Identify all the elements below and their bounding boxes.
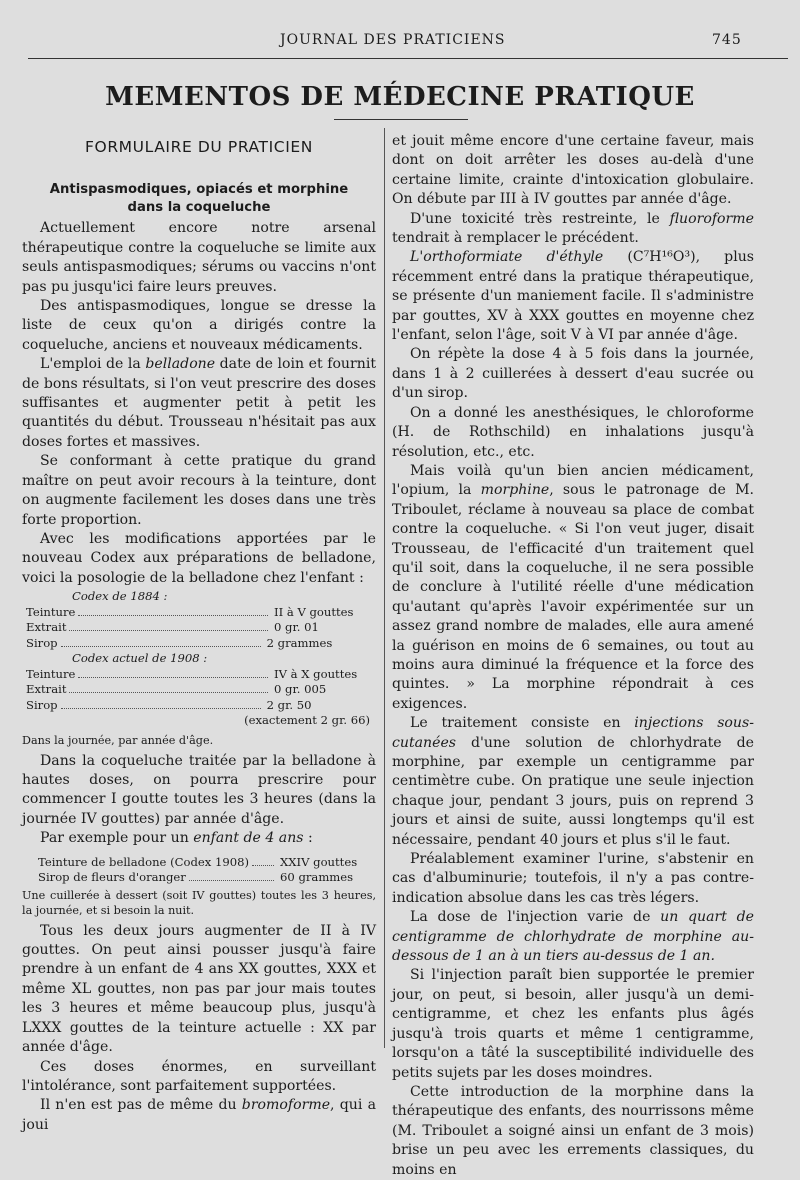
dose-name: Extrait [26,682,67,697]
text: D'une toxicité très restreinte, le [410,210,670,227]
title-rule [334,119,468,120]
emphasis: morphine [480,482,550,499]
codex-title: Codex de 1884 : [72,589,168,604]
emphasis: fluoroforme [669,210,754,227]
dose-value: 0 gr. 005 [274,682,327,697]
emphasis: un quart de centigramme de chlorhydrate de morphine au-dessous de 1 an à un tiers au-dessus de 1 an. [392,909,754,965]
header-rule [28,58,788,59]
subsection-line-1: Antispasmodiques, opiacés et morphine [49,182,349,198]
text: d'une solution de chlorhydrate de morphine, par exemple un centigramme par centimètre cube. On pratique une seule injection chaque jour, pendant 3 jours, puis on reprend 3 jours et ainsi de suite, aussi longtemps qu'il est nécessaire, pendant 40 jours et plus s'il le faut. [392,734,754,848]
paragraph [392,248,754,345]
dose-name: Teinture [26,604,76,619]
paragraph: Préalablement examiner l'urine, s'abstenir en cas d'albuminurie; toutefois, il n'y a pas contre-indication absolue dans les cas très légers. [392,851,754,906]
text: , qui a joui [22,1097,376,1133]
paragraph [392,462,754,714]
paragraph [22,829,376,848]
paragraph: Actuellement encore notre arsenal thérapeutique contre la coqueluche se limite aux seuls antispasmodiques; sérums ou vaccins n'ont pas pu jusqu'ici faire leurs preuves. [22,220,376,295]
dose-value: 2 gr. 50 [266,697,312,712]
left-column [22,132,376,1135]
leader-dots [78,615,268,616]
text: , sous le patronage de M. Triboulet, réclame à nouveau sa place de combat contre la coqueluche. « Si l'on veut juger, disait Trousseau, de l'efficacité d'un traitement quel qu'il soit, dans la coqueluche, il ne sera possible de conclure à l'utilité réelle d'une médication qu'autant qu'après l'avoir expérimentée sur un assez grand nombre de malades, elle aura amené la guérison en moins de 6 semaines, ou tout au moins aura diminué la fréquence et la force des quintes. » La morphine répondrait à ces exigences. [392,482,754,712]
leader-dots [61,646,261,647]
paragraph: et jouit même encore d'une certaine faveur, mais dont on doit arrêter les doses au-delà d'une certaine limite, crainte d'intoxication globulaire. On débute par III à IV gouttes par année d'âge. [392,133,754,208]
daily-note: Dans la journée, par année d'âge. [22,733,214,747]
text: tendrait à remplacer le précédent. [392,230,639,247]
dose-row [26,667,376,683]
text: , plus récemment entré dans la pratique thérapeutique, se présente d'un maniement facile. Il s'administre par gouttes, XV à XXX gouttes en moyenne chez l'enfant, selon l'âge, soit V à VI par année d'âge. [392,249,755,344]
leader-dots [69,692,268,693]
paragraph [392,908,754,966]
dose-name: Sirop [26,697,58,712]
paragraph: Si l'injection paraît bien supportée le premier jour, on peut, si besoin, aller jusqu'à un demi-centigramme, et chez les enfants plus âgés jusqu'à trois quarts et même 1 centigramme, lorsqu'on a tâté la susceptibilité individuelle des petits sujets par les doses moindres. [392,967,754,1081]
leader-dots [78,677,268,678]
subsection-heading [22,181,376,217]
column-divider [384,128,385,1048]
running-title: JOURNAL DES PRATICIENS [280,32,506,48]
ingredient-value: XXIV gouttes [280,854,358,869]
text: Il n'en est pas de même du [40,1097,242,1114]
dose-name: Extrait [26,620,67,635]
page-number: 745 [712,32,742,48]
paragraph: Dans la coqueluche traitée par la belladone à hautes doses, on pourra prescrire pour commencer I goutte toutes les 3 heures (dans la journée IV gouttes) par année d'âge. [22,752,376,827]
paragraph: Avec les modifications apportées par le nouveau Codex aux préparations de belladone, voici la posologie de la belladone chez l'enfant : [22,530,376,586]
paragraph: Cette introduction de la morphine dans la thérapeutique des enfants, des nourrissons même (M. Triboulet a soigné ainsi un enfant de 3 mois) brise un peu avec les errements classiques, du moins en [392,1083,754,1178]
text: Mais voilà qu'un bien ancien médicament, l'opium, la [392,462,754,499]
text: L'emploi de la [40,356,146,373]
recipe-table [34,855,376,886]
emphasis: L'orthoformiate d'éthyle [410,249,604,266]
emphasis: bromoforme [241,1097,331,1114]
dose-value: II à V gouttes [274,604,354,619]
paragraph: Se conformant à cette pratique du grand maître on peut avoir recours à la teinture, dont on augmente facilement les doses dans une très forte proportion. [22,453,376,528]
leader-dots [69,630,268,631]
leader-dots [189,880,274,881]
dose-row [26,682,376,698]
codex-title: Codex actuel de 1908 : [72,651,208,666]
dose-value: 2 grammes [266,635,333,650]
ingredient-name: Sirop de fleurs d'oranger [38,870,186,885]
ingredient-value: 60 grammes [280,870,354,885]
leader-dots [252,865,274,866]
ingredient-name: Teinture de belladone (Codex 1908) [38,854,249,869]
dose-note: (exactement 2 gr. 66) [244,713,370,728]
text: date de loin et fournit de bons résultats, si l'on veut prescrire des doses suffisantes et augmenter petit à petit les quantités du début. Trousseau n'hésitait pas aux doses fortes et massives. [22,356,376,450]
paragraph: Des antispasmodiques, longue se dresse la liste de ceux qu'on a dirigés contre la coqueluche, anciens et nouveaux médicaments. [22,298,376,353]
dose-row [26,620,376,636]
right-column [392,132,754,1180]
emphasis: injections sous-cutanées [392,715,754,751]
emphasis: enfant de 4 ans [193,830,304,847]
paragraph: On répète la dose 4 à 5 fois dans la journée, dans 1 à 2 cuillerées à dessert d'eau sucrée ou d'un sirop. [392,346,754,402]
recipe-note: Une cuillerée à dessert (soit IV gouttes) toutes les 3 heures, la journée, et si besoin la nuit. [22,888,376,917]
page-header [0,32,800,52]
paragraph: Ces doses énormes, en surveillant l'intolérance, sont parfaitement supportées. [22,1058,376,1094]
dose-name: Sirop [26,635,58,650]
paragraph: Tous les deux jours augmenter de II à IV gouttes. On peut ainsi pousser jusqu'à faire prendre à un enfant de 4 ans XX gouttes, XXX et même XL gouttes, non pas par jour mais toutes les 3 heures et même beaucoup plus, jusqu'à LXXX gouttes de la teinture actuelle : XX par année d'âge. [22,922,376,1056]
recipe-row [38,855,376,871]
emphasis: belladone [145,356,216,373]
dose-row [26,605,376,621]
text: Le traitement consiste en [410,715,635,732]
paragraph [392,210,754,249]
paragraph [22,355,376,452]
text: Par exemple pour un [40,830,194,847]
main-title: MEMENTOS DE MÉDECINE PRATIQUE [105,82,695,112]
chemical-formula: (C⁷H¹⁶O³) [627,249,696,266]
paragraph: On a donné les anesthésiques, le chloroforme (H. de Rothschild) en inhalations jusqu'à résolution, etc., etc. [392,404,754,460]
codex-1884-table [22,589,376,729]
section-heading: FORMULAIRE DU PRATICIEN [85,138,313,156]
subsection-line-2: dans la coqueluche [127,200,271,216]
dose-row [26,636,376,652]
leader-dots [61,708,261,709]
dose-value: 0 gr. 01 [274,620,319,635]
paragraph [22,1096,376,1135]
dose-name: Teinture [26,666,76,681]
recipe-row [38,870,376,886]
paragraph [392,714,754,850]
text: : [303,830,313,847]
dose-row [26,698,376,714]
text: La dose de l'injection varie de [410,909,661,926]
dose-value: IV à X gouttes [274,666,358,681]
